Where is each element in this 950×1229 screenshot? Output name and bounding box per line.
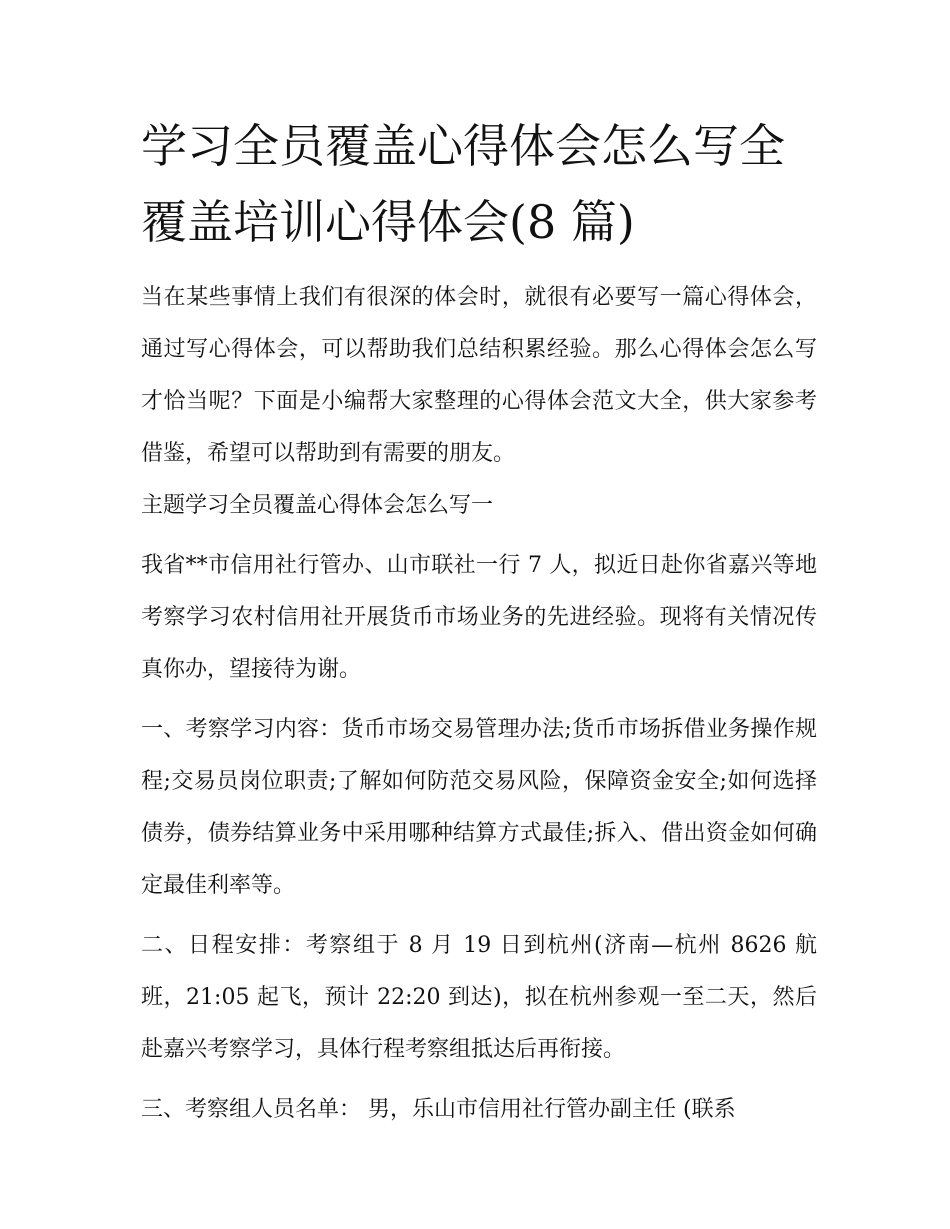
intro-paragraph: 当在某些事情上我们有很深的体会时，就很有必要写一篇心得体会，通过写心得体会，可以帮助我们总结积累经验。那么心得体会怎么写才恰当呢？下面是小编帮大家整理的心得体会范文大全，供大家参考借鉴，希望可以帮助到有需要的朋友。: [141, 285, 817, 466]
list-item-members: 三、考察组人员名单： 男，乐山市信用社行管办副主任 (联系: [141, 1097, 736, 1122]
body-paragraph: 我省**市信用社行管办、山市联社一行 7 人，拟近日赴你省嘉兴等地考察学习农村信用社开展货币市场业务的先进经验。现将有关情况传真你办，望接待为谢。: [141, 553, 817, 682]
document-body: [141, 108, 817, 1136]
list-item-schedule: 二、日程安排：考察组于 8 月 19 日到杭州(济南—杭州 8626 航班，21:05 起飞，预计 22:20 到达)，拟在杭州参观一至二天，然后赴嘉兴考察学习，具体行程考察组抵达后再衔接。: [141, 933, 817, 1062]
section-heading: 主题学习全员覆盖心得体会怎么写一: [141, 493, 494, 518]
document-title: 学习全员覆盖心得体会怎么写全覆盖培训心得体会(8 篇): [141, 119, 785, 249]
list-item-study-content: 一、考察学习内容：货币市场交易管理办法;货币市场拆借业务操作规程;交易员岗位职责;了解如何防范交易风险，保障资金安全;如何选择债券，债券结算业务中采用哪种结算方式最佳;拆入、借出资金如何确定最佳利率等。: [141, 717, 817, 898]
